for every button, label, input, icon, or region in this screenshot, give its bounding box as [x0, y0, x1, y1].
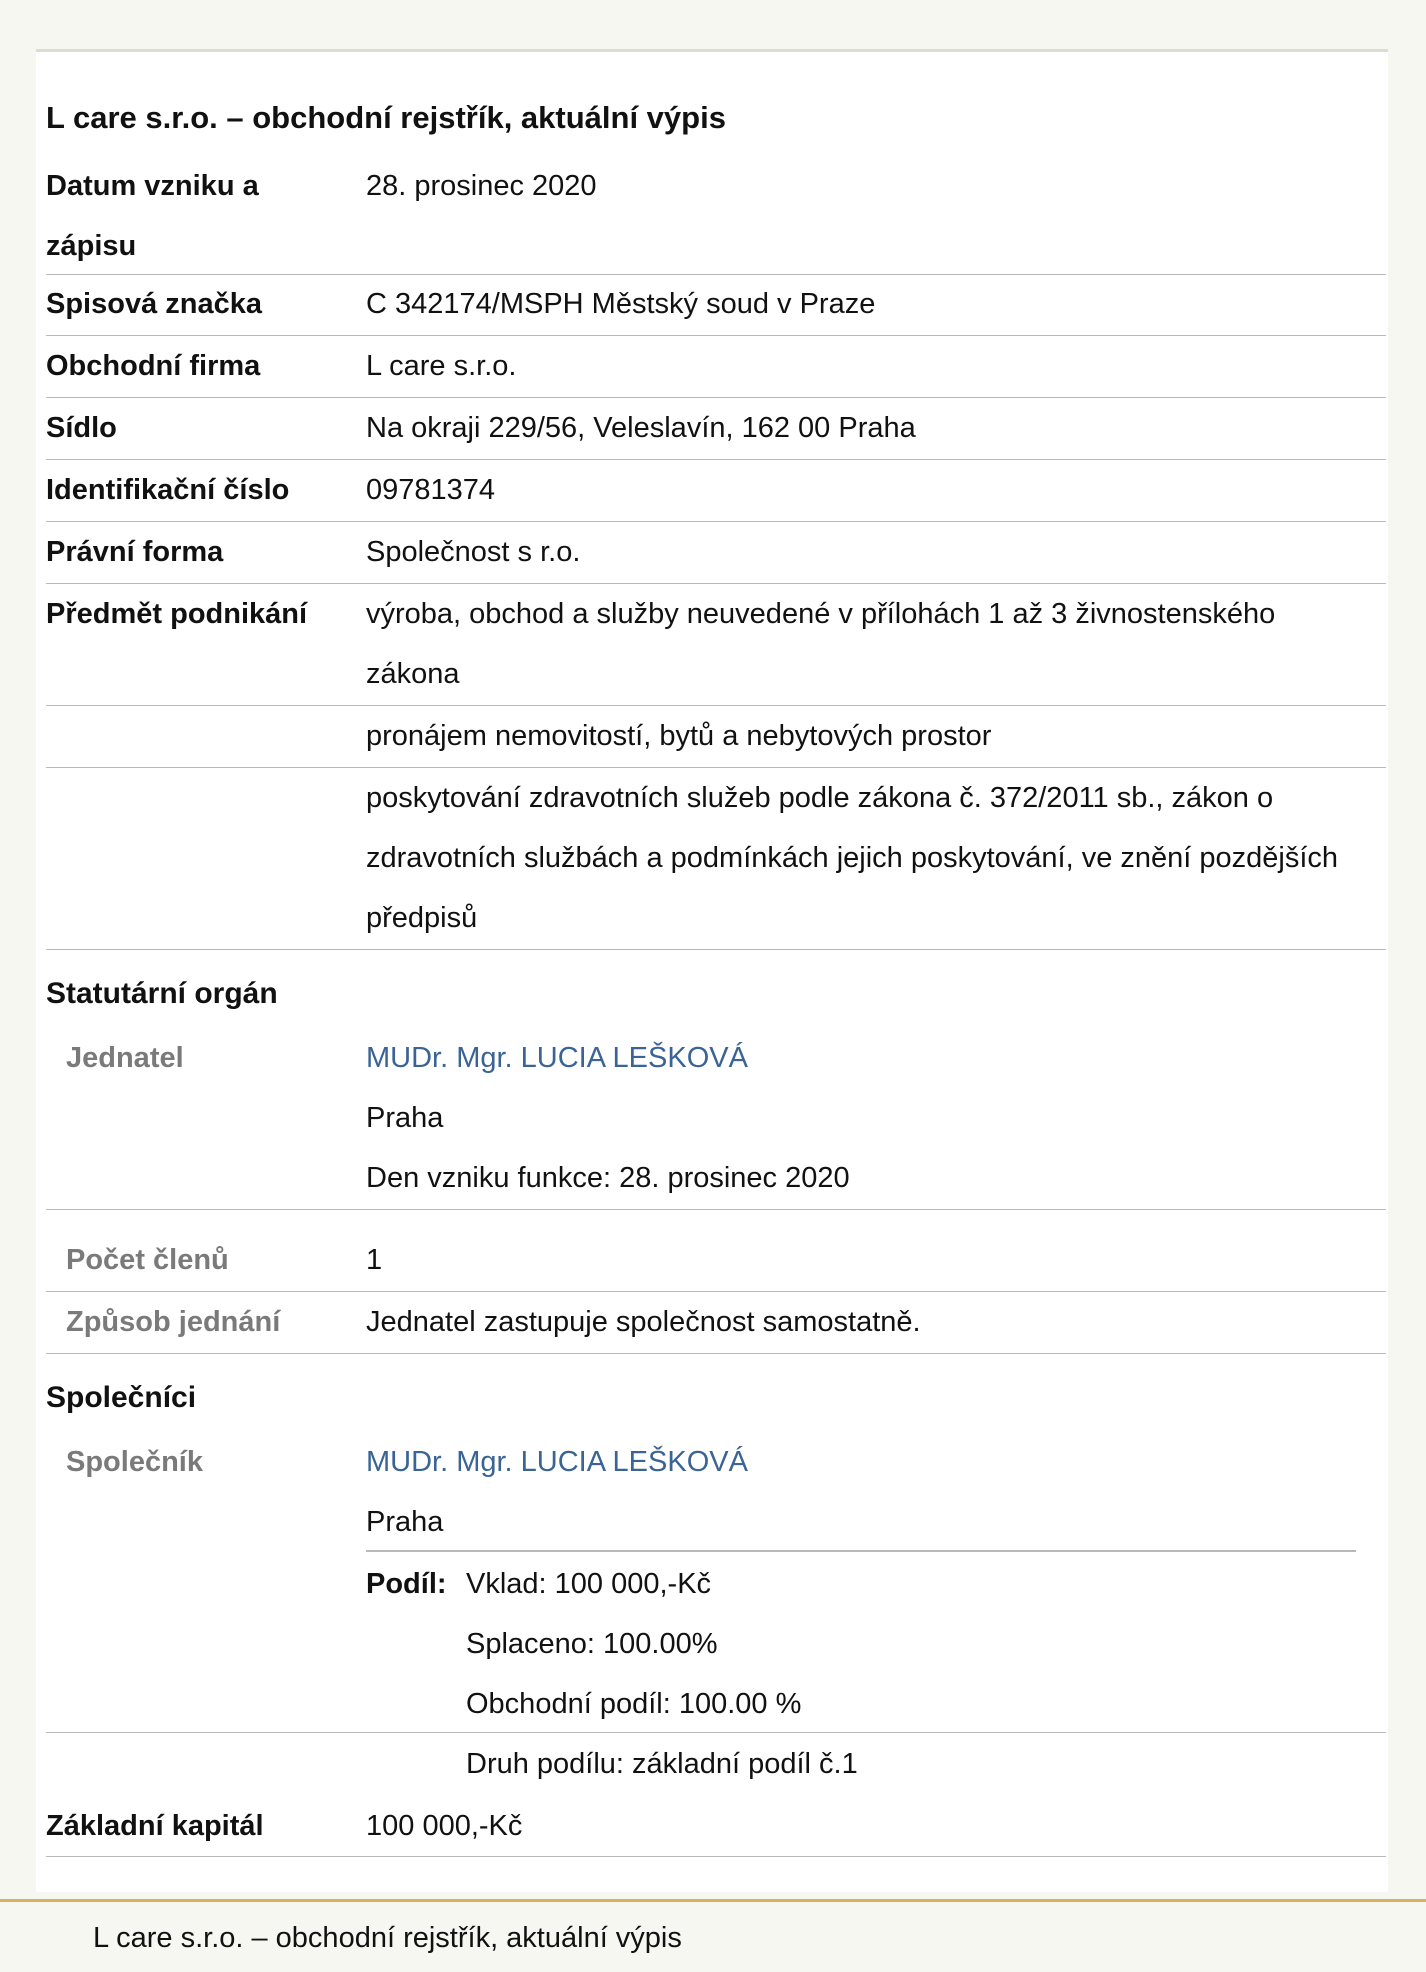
page-title: L care s.r.o. – obchodní rejstřík, aktuální výpis	[46, 100, 726, 135]
section-spolecnici: Společníci	[46, 1381, 197, 1414]
spolecnik-name-link[interactable]: MUDr. Mgr. LUCIA LEŠKOVÁ	[366, 1446, 748, 1478]
label-spisova-znacka: Spisová značka	[46, 288, 262, 320]
value-pravni-forma: Společnost s r.o.	[366, 536, 581, 568]
podil-vklad: Vklad: 100 000,-Kč	[466, 1568, 712, 1600]
jednatel-since: Den vzniku funkce: 28. prosinec 2020	[366, 1162, 850, 1194]
podil-splaceno: Splaceno: 100.00%	[466, 1628, 718, 1660]
row-spisova-znacka	[46, 274, 1386, 336]
label-identifikacni-cislo: Identifikační číslo	[46, 474, 290, 506]
value-line: zdravotních službách a podmínkách jejich poskytování, ve znění pozdějších	[366, 842, 1339, 874]
row-pocet-clenu	[46, 1230, 1386, 1292]
row-spolecnik	[46, 1432, 1386, 1552]
value-line: poskytování zdravotních služeb podle zákona č. 372/2011 sb., zákon o	[366, 782, 1274, 814]
value-spolecnik	[366, 1432, 1386, 1552]
value-line: zákona	[366, 658, 460, 690]
value-spisova-znacka: C 342174/MSPH Městský soud v Praze	[366, 288, 876, 320]
value-zakladni-kapital: 100 000,-Kč	[366, 1810, 523, 1842]
podil-obchodni: Obchodní podíl: 100.00 %	[466, 1688, 802, 1720]
label-zakladni-kapital: Základní kapitál	[46, 1810, 264, 1842]
row-identifikacni-cislo	[46, 460, 1386, 522]
row-sidlo	[46, 398, 1386, 460]
row-spolecnik-end	[46, 1732, 1386, 1796]
row-pravni-forma	[46, 522, 1386, 584]
row-predmet-podnikani	[46, 584, 1386, 706]
label-spolecnik: Společník	[66, 1446, 203, 1478]
value-jednatel	[366, 1028, 1386, 1208]
jednatel-name-link[interactable]: MUDr. Mgr. LUCIA LEŠKOVÁ	[366, 1042, 748, 1074]
label-sidlo: Sídlo	[46, 412, 117, 444]
value-predmet-item-2: pronájem nemovitostí, bytů a nebytových prostor	[366, 720, 992, 752]
value-predmet-item-1	[366, 584, 1386, 704]
label-jednatel: Jednatel	[66, 1042, 184, 1074]
row-predmet-item-3	[46, 768, 1386, 950]
value-predmet-item-3	[366, 768, 1386, 948]
jednatel-city: Praha	[366, 1102, 444, 1134]
label-pravni-forma: Právní forma	[46, 536, 224, 568]
label-podil: Podíl:	[366, 1568, 447, 1600]
row-obchodni-firma	[46, 336, 1386, 398]
row-datum-vzniku	[46, 156, 1386, 275]
value-pocet-clenu: 1	[366, 1244, 383, 1276]
value-line: předpisů	[366, 902, 478, 934]
row-jednatel	[46, 1028, 1386, 1210]
podil-divider	[366, 1550, 1356, 1552]
row-zakladni-kapital	[46, 1796, 1386, 1857]
footer-rule	[0, 1899, 1426, 1902]
value-identifikacni-cislo: 09781374	[366, 474, 496, 506]
spolecnik-city: Praha	[366, 1506, 444, 1538]
section-statutarni-organ: Statutární orgán	[46, 977, 278, 1010]
label-pocet-clenu: Počet členů	[66, 1244, 229, 1276]
row-predmet-item-2	[46, 706, 1386, 768]
value-zpusob-jednani: Jednatel zastupuje společnost samostatně.	[366, 1306, 921, 1338]
row-zpusob-jednani	[46, 1292, 1386, 1354]
label-line: Datum vzniku a	[46, 170, 259, 202]
label-datum-vzniku	[46, 156, 346, 276]
footer-title: L care s.r.o. – obchodní rejstřík, aktuální výpis	[93, 1922, 682, 1954]
value-sidlo: Na okraji 229/56, Veleslavín, 162 00 Praha	[366, 412, 916, 444]
label-obchodni-firma: Obchodní firma	[46, 350, 261, 382]
podil-druh: Druh podílu: základní podíl č.1	[466, 1748, 858, 1780]
label-zpusob-jednani: Způsob jednání	[66, 1306, 281, 1338]
value-obchodni-firma: L care s.r.o.	[366, 350, 517, 382]
value-line: výroba, obchod a služby neuvedené v přílohách 1 až 3 živnostenského	[366, 598, 1276, 630]
label-predmet-podnikani: Předmět podnikání	[46, 598, 308, 630]
label-line: zápisu	[46, 230, 137, 262]
value-datum-vzniku: 28. prosinec 2020	[366, 170, 597, 202]
